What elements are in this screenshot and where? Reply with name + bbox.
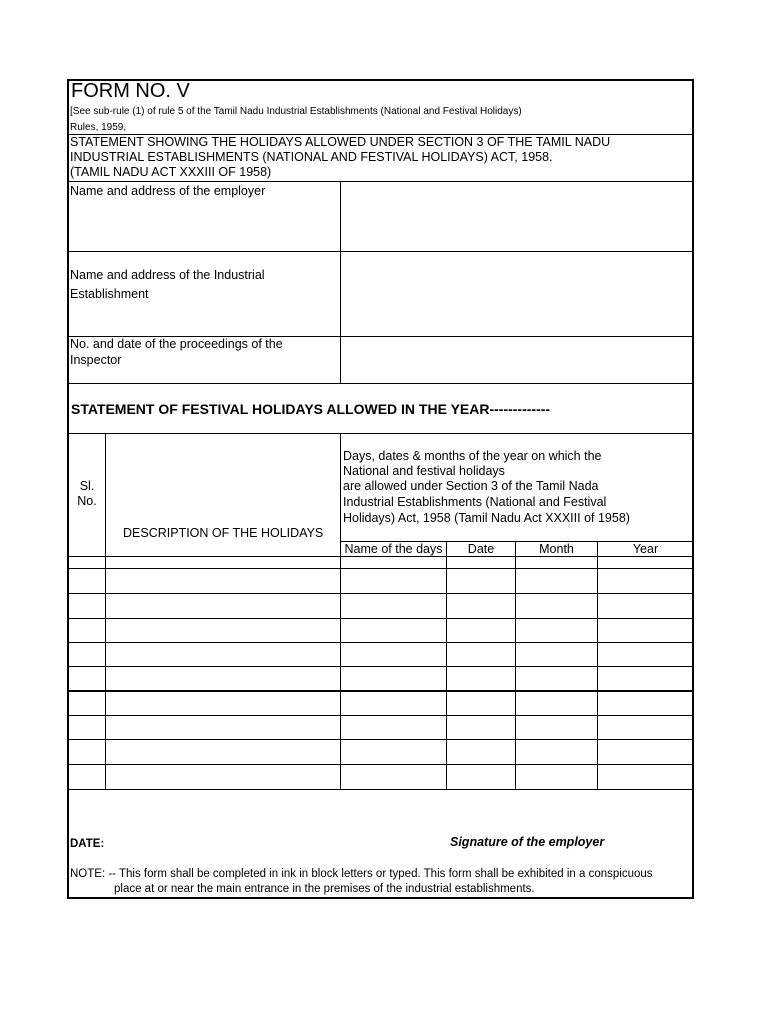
sl-header-line2: No. — [77, 494, 97, 508]
table-row-line — [68, 666, 693, 667]
date-label: DATE: — [70, 838, 105, 850]
field-column-divider — [340, 181, 341, 384]
days-header-line5: Holidays) Act, 1958 (Tamil Nadu Act XXXIII of 1958) — [343, 511, 630, 525]
statement-line2: INDUSTRIAL ESTABLISHMENTS (NATIONAL AND FESTIVAL HOLIDAYS) ACT, 1958. — [70, 150, 553, 164]
proceedings-label-line1: No. and date of the proceedings of the — [70, 337, 283, 351]
col-month: Month — [539, 542, 574, 556]
days-header-line1: Days, dates & months of the year on which the — [343, 449, 602, 463]
table-row-line — [68, 764, 693, 765]
table-col-divider — [597, 541, 598, 789]
statement-line3: (TAMIL NADU ACT XXXIII OF 1958) — [70, 165, 272, 179]
days-header-line4: Industrial Establishments (National and Festival — [343, 495, 607, 509]
days-header-line2: National and festival holidays — [343, 464, 505, 478]
sl-header-line1: Sl. — [79, 479, 95, 493]
table-col-divider — [515, 541, 516, 789]
table-row-line — [68, 593, 693, 594]
table-row-line — [68, 789, 693, 790]
establishment-label-line1: Name and address of the Industrial — [70, 268, 265, 282]
proceedings-label-line2: Inspector — [70, 353, 122, 367]
note-line2: place at or near the main entrance in the premises of the industrial establishments. — [114, 883, 535, 895]
divider — [68, 251, 693, 252]
col-year: Year — [632, 542, 659, 556]
table-row-line — [68, 739, 693, 740]
table-row-line — [68, 618, 693, 619]
employer-label: Name and address of the employer — [70, 184, 266, 198]
note-line1: NOTE: -- This form shall be completed in ink in block letters or typed. This form shall be exhibited in a conspicuous — [70, 868, 653, 880]
signature-label: Signature of the employer — [450, 835, 605, 849]
days-header-line3: are allowed under Section 3 of the Tamil Nada — [343, 479, 599, 493]
table-row-line — [68, 568, 693, 569]
description-header: DESCRIPTION OF THE HOLIDAYS — [123, 526, 324, 540]
statement-line1: STATEMENT SHOWING THE HOLIDAYS ALLOWED UNDER SECTION 3 OF THE TAMIL NADU — [70, 135, 611, 149]
col-date: Date — [467, 542, 495, 556]
table-row-line — [68, 715, 693, 716]
form-title: FORM NO. V — [71, 80, 190, 102]
col-name-of-days: Name of the days — [344, 542, 443, 556]
table-col-divider — [340, 433, 341, 789]
table-row-line — [68, 642, 693, 643]
divider — [68, 433, 693, 434]
table-row-line — [68, 690, 693, 692]
festival-heading: STATEMENT OF FESTIVAL HOLIDAYS ALLOWED IN THE YEAR------------- — [71, 401, 551, 417]
table-row-line — [68, 556, 693, 557]
establishment-label-line2: Establishment — [70, 287, 149, 301]
table-col-divider — [105, 433, 106, 789]
table-col-divider — [446, 541, 447, 789]
divider — [68, 383, 693, 384]
subrule-text-line2: Rules, 1959, — [70, 122, 127, 133]
subrule-text-line1: [See sub-rule (1) of rule 5 of the Tamil Nadu Industrial Establishments (National and Festival Holidays) — [70, 106, 522, 117]
